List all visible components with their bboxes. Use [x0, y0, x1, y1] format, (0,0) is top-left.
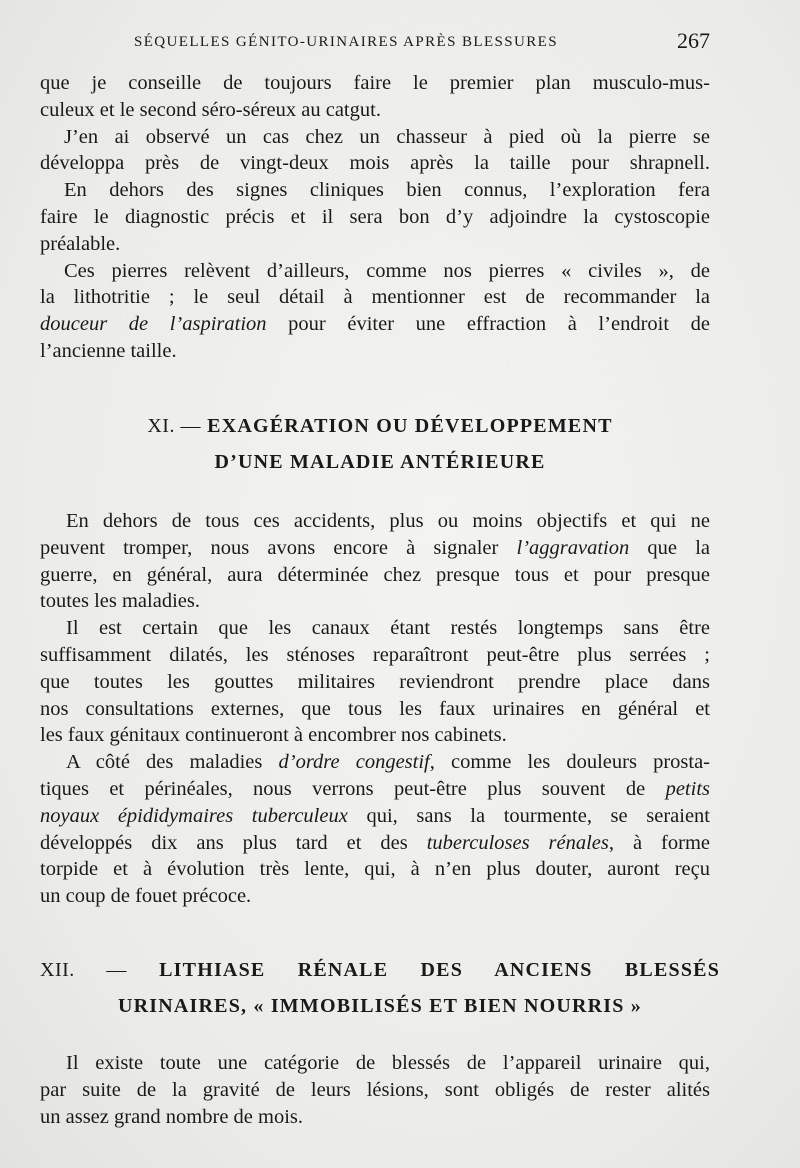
heading-text: EXAGÉRATION OU DÉVELOPPEMENT: [207, 415, 613, 437]
section-number: XI. —: [147, 415, 201, 437]
text-run: développés dix ans plus tard et des: [40, 831, 427, 854]
text-line: les faux génitaux continueront à encombrer nos cabinets.: [40, 724, 507, 747]
section-number: XII. —: [40, 959, 127, 981]
text-run: A côté des maladies: [66, 751, 279, 774]
text-line: la lithotritie ; le seul détail à mentionner est de recommander la: [40, 286, 710, 309]
text-run: tiques et périnéales, nous verrons peut-être plus souvent de: [40, 777, 666, 800]
paragraph: [40, 177, 710, 257]
paragraph: [40, 124, 710, 178]
text-line: préalable.: [40, 232, 121, 255]
text-line: [40, 776, 710, 803]
italic-phrase: petits: [665, 777, 710, 800]
text-line: faire le diagnostic précis et il sera bon d’y adjoindre la cystoscopie: [40, 205, 710, 228]
running-title: SÉQUELLES GÉNITO-URINAIRES APRÈS BLESSURES: [134, 34, 558, 50]
text-line: que je conseille de toujours faire le premier plan musculo-mus-: [40, 72, 710, 94]
heading-line: [40, 952, 720, 988]
text-line: par suite de la gravité de leurs lésions, sont obligés de rester alités: [40, 1078, 710, 1101]
italic-phrase: tuberculoses rénales: [426, 831, 609, 854]
paragraph: [40, 749, 710, 910]
text-line: J’en ai observé un cas chez un chasseur à pied où la pierre se: [64, 125, 710, 148]
text-run: pour éviter une effraction à l’endroit de: [266, 313, 710, 336]
heading-text: LITHIASE RÉNALE DES ANCIENS BLESSÉS: [159, 959, 721, 981]
paragraph: [40, 508, 710, 615]
paragraph: [40, 615, 710, 749]
text-line: que toutes les gouttes militaires reviendront prendre place dans: [40, 670, 710, 693]
text-line: [40, 830, 710, 857]
italic-phrase: l’aggravation: [516, 536, 630, 559]
text-line: l’ancienne taille.: [40, 339, 177, 362]
text-line: toutes les maladies.: [40, 590, 200, 613]
text-line: Il est certain que les canaux étant restés longtemps sans être: [66, 617, 710, 640]
text-line: [40, 535, 710, 562]
italic-phrase: d’ordre congestif: [278, 751, 430, 774]
section-xii-body: [40, 1050, 710, 1130]
text-line: guerre, en général, aura déterminée chez presque tous et pour presque: [40, 563, 710, 586]
section-heading-xii: [40, 952, 720, 1024]
section-heading-xi: [40, 408, 720, 480]
text-line: suffisamment dilatés, les sténoses reparaîtront peut-être plus serrées ;: [40, 643, 710, 666]
paragraph: [40, 258, 710, 365]
text-line: Il existe toute une catégorie de blessés de l’appareil urinaire qui,: [66, 1052, 710, 1074]
text-line: culeux et le second séro-séreux au catgut.: [40, 98, 381, 121]
text-line: [40, 311, 710, 338]
paragraph: [40, 70, 710, 124]
text-run: que la: [629, 536, 710, 559]
italic-phrase: noyaux épididymaires tuberculeux: [40, 804, 348, 827]
text-line: Ces pierres relèvent d’ailleurs, comme nos pierres « civiles », de: [64, 259, 710, 282]
text-line: un assez grand nombre de mois.: [40, 1105, 304, 1128]
text-line: [40, 803, 710, 830]
page-number: 267: [677, 28, 710, 53]
text-run: , comme les douleurs prosta-: [429, 751, 710, 774]
text-line: nos consultations externes, que tous les faux urinaires en général et: [40, 697, 710, 720]
heading-line: D’UNE MALADIE ANTÉRIEURE: [214, 451, 546, 473]
text-line: torpide et à évolution très lente, qui, à n’en plus douter, auront reçu: [40, 858, 710, 881]
text-run: qui, sans la tourmente, se seraient: [347, 804, 710, 827]
section-xi-body: [40, 508, 710, 910]
heading-line: URINAIRES, « IMMOBILISÉS ET BIEN NOURRIS »: [117, 995, 643, 1017]
italic-phrase: douceur de l’aspiration: [40, 313, 267, 336]
running-header: [134, 28, 710, 58]
text-line: un coup de fouet précoce.: [40, 885, 252, 908]
text-line: [40, 749, 710, 776]
text-line: En dehors de tous ces accidents, plus ou moins objectifs et qui ne: [66, 510, 710, 532]
text-line: En dehors des signes cliniques bien connus, l’exploration fera: [64, 179, 710, 202]
text-line: développa près de vingt-deux mois après la taille pour shrapnell.: [40, 152, 710, 175]
top-text-block: [40, 70, 710, 365]
paragraph: [40, 1050, 710, 1130]
text-run: peuvent tromper, nous avons encore à signaler: [40, 536, 517, 559]
text-run: , à forme: [608, 831, 710, 854]
heading-line: [40, 408, 720, 444]
